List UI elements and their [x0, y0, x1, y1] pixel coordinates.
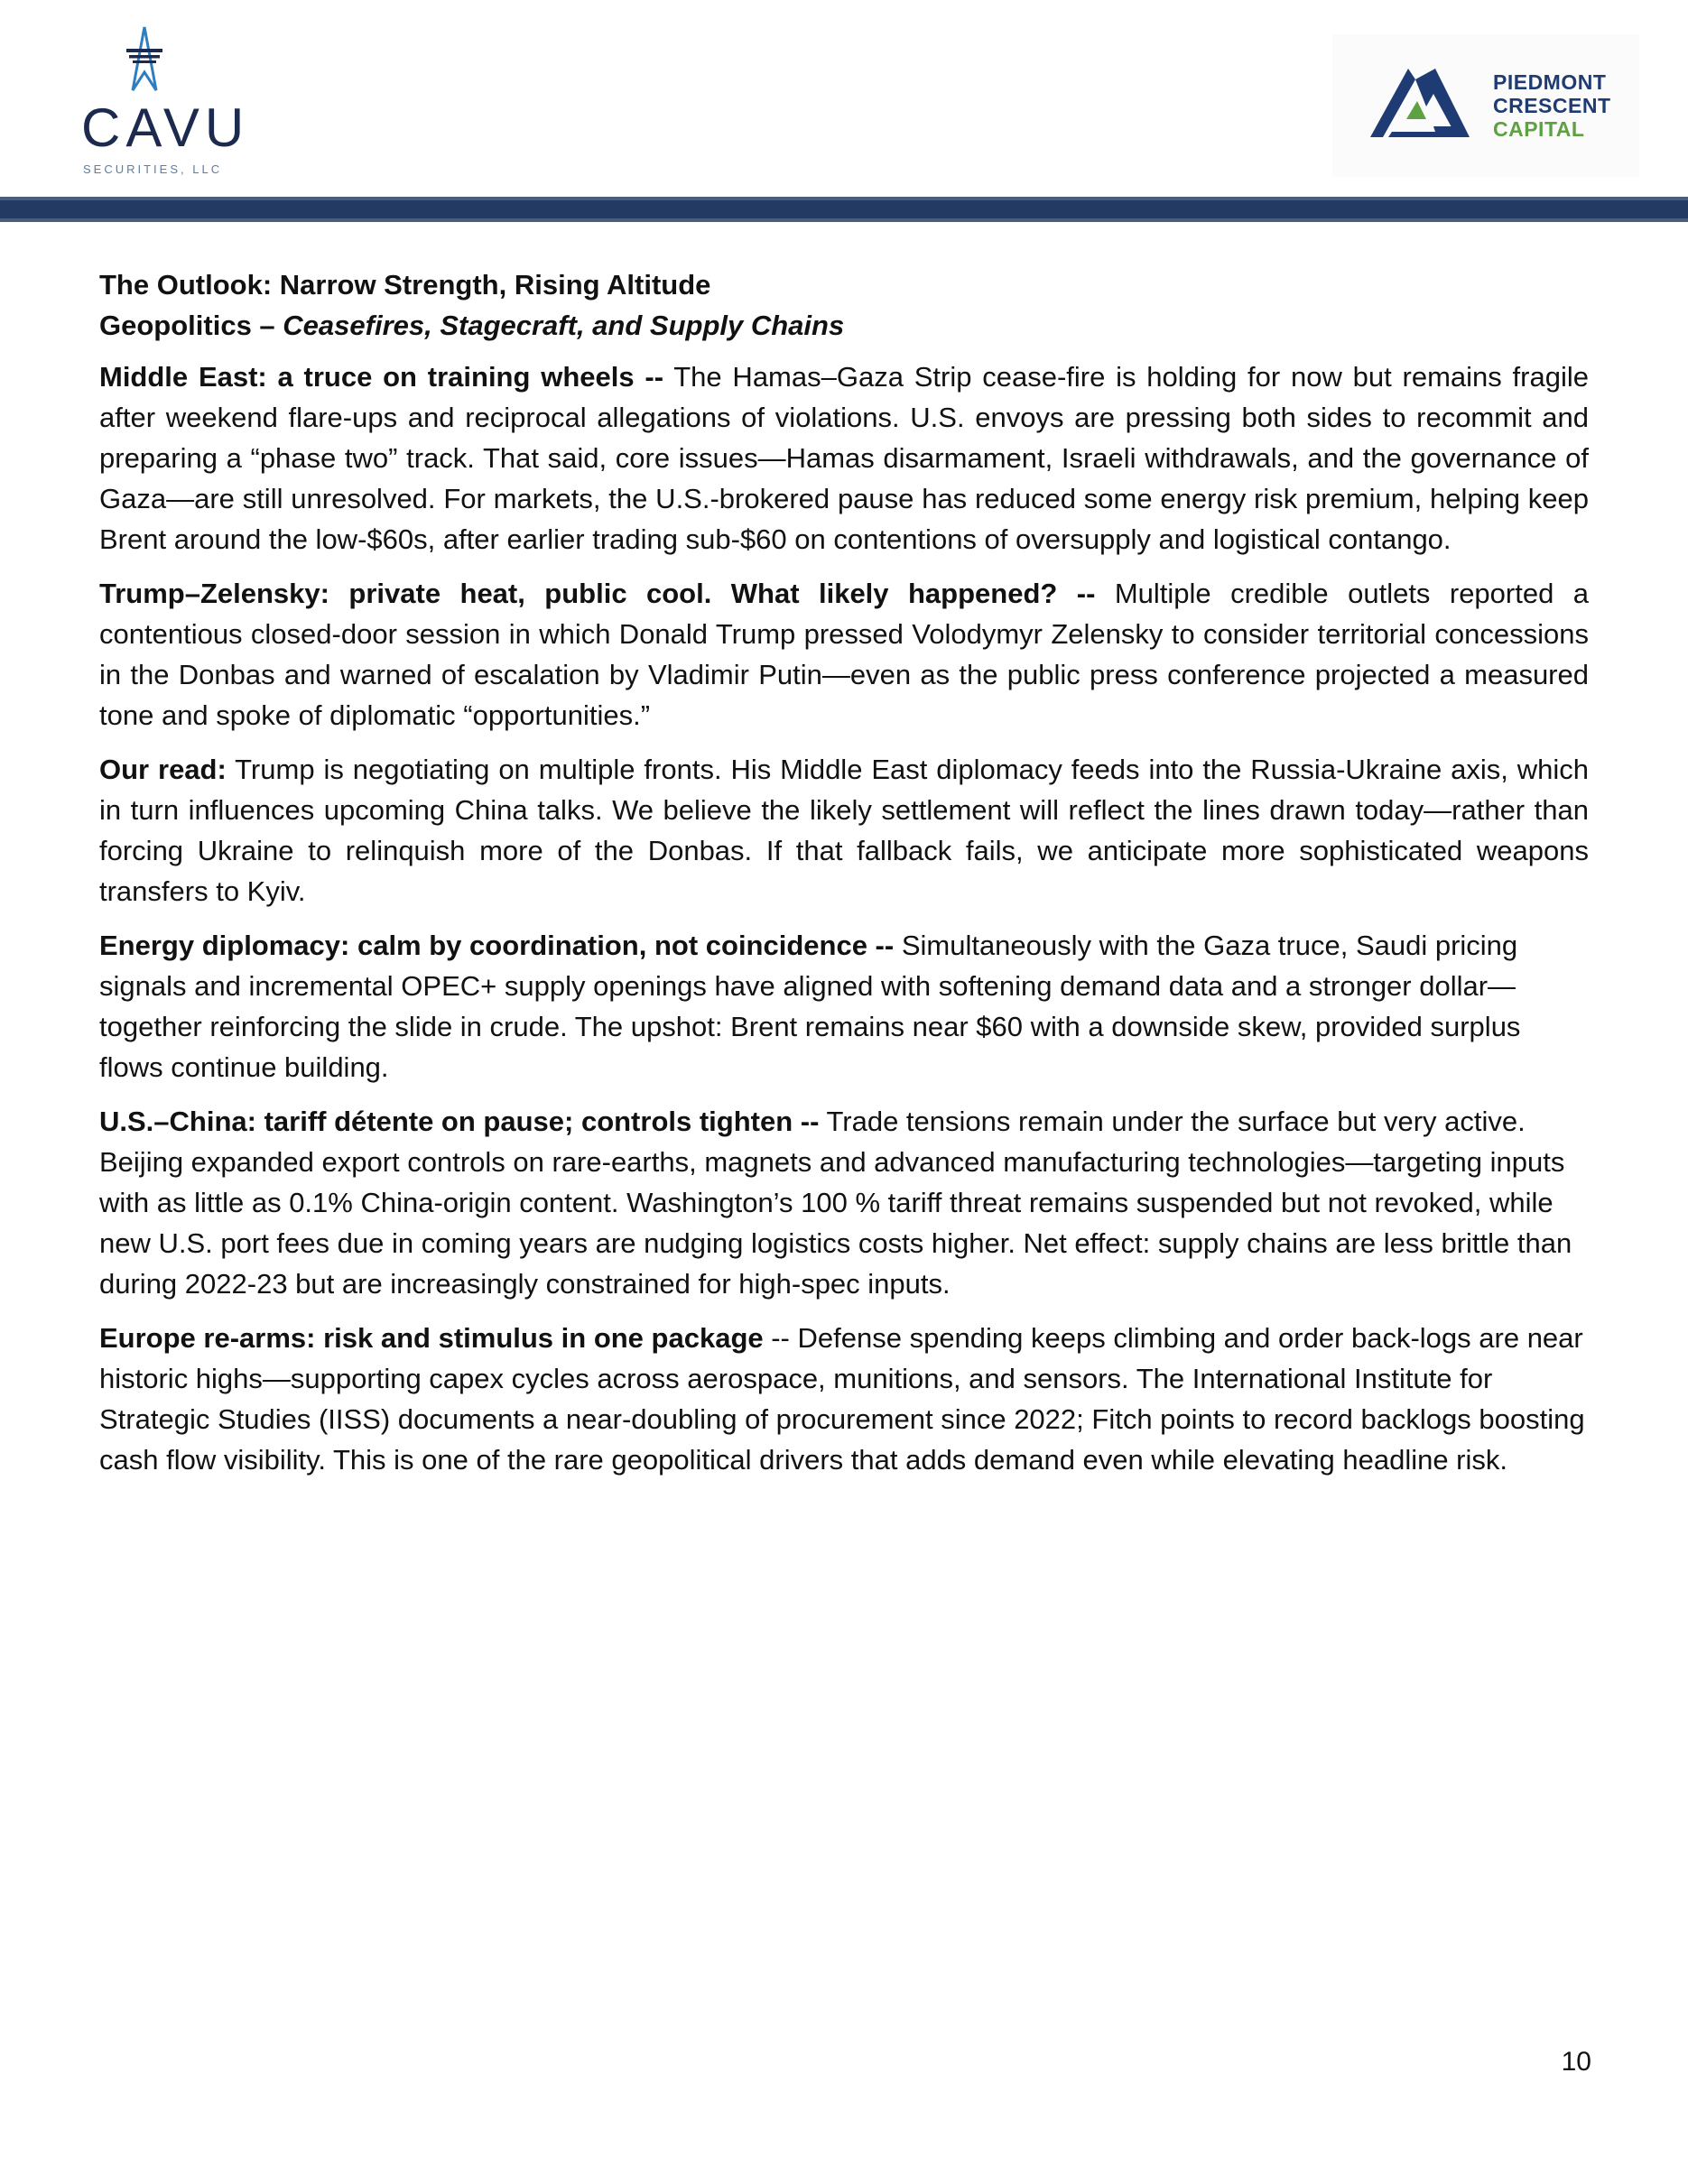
section-subtitle [99, 305, 1589, 346]
pcc-wordmark [1493, 70, 1611, 141]
page-number: 10 [1561, 2047, 1591, 2077]
cavu-wordmark: CAVU [81, 97, 250, 158]
paragraph-our-read [99, 749, 1589, 912]
cavu-subtitle: SECURITIES, LLC [83, 162, 223, 176]
paragraph-body: Multiple credible outlets reported a contentious closed-door session in which Donald Trump pressed Volodymyr Zelensky to consider territorial concessions in the Donbas and warned of escalation by Vladimir Putin—even as the public press conference projected a measured tone and spoke of diplomatic “opportunities.” [99, 578, 1590, 731]
star-icon [113, 25, 176, 97]
subtitle-prefix: Geopolitics – [99, 310, 283, 341]
paragraph-body: -- Defense spending keeps climbing and order back-logs are near historic highs—supporting capex cycles across aerospace, munitions, and sensors. The International Institute for Strategic Studies (IISS) documents a near-doubling of procurement since 2022; Fitch points to record backlogs boosting cash flow visibility. This is one of the rare geopolitical drivers that adds demand even while elevating headline risk. [99, 1322, 1585, 1476]
paragraph-lead: Europe re-arms: risk and stimulus in one package [99, 1322, 764, 1354]
paragraph-lead: Trump–Zelensky: private heat, public cool. What likely happened? -- [99, 578, 1096, 609]
paragraph-us-china [99, 1101, 1589, 1304]
paragraph-body: The Hamas–Gaza Strip cease-fire is holding for now but remains fragile after weekend flare-ups and reciprocal allegations of violations. U.S. envoys are pressing both sides to recommit and preparing a “phase two” track. That said, core issues—Hamas disarmament, Israeli withdrawals, and the governance of Gaza—are still unresolved. For markets, the U.S.-brokered pause has reduced some energy risk premium, helping keep Brent around the low-$60s, after earlier trading sub-$60 on contentions of oversupply and logistical contango. [99, 361, 1589, 555]
header-divider-band [0, 197, 1688, 222]
paragraph-body: Simultaneously with the Gaza truce, Saudi pricing signals and incremental OPEC+ supply openings have aligned with softening demand data and a stronger dollar—together reinforcing the slide in crude. The upshot: Brent remains near $60 with a downside skew, provided surplus flows continue building. [99, 930, 1521, 1083]
paragraph-body: Trump is negotiating on multiple fronts. His Middle East diplomacy feeds into the Russia-Ukraine axis, which in turn influences upcoming China talks. We believe the likely settlement will reflect the lines drawn today—rather than forcing Ukraine to relinquish more of the Donbas. If that fallback fails, we anticipate more sophisticated weapons transfers to Kyiv. [99, 754, 1589, 907]
pcc-line-1: PIEDMONT [1493, 70, 1607, 94]
paragraph-body: Trade tensions remain under the surface but very active. Beijing expanded export controls on rare-earths, magnets and advanced manufacturing technologies—targeting inputs with as little as 0.1% China-origin content. Washington’s 100 % tariff threat remains suspended but not revoked, while new U.S. port fees due in coming years are nudging logistics costs higher. Net effect: supply chains are less brittle than during 2022-23 but are increasingly constrained for high-spec inputs. [99, 1106, 1572, 1300]
mountain-icon [1370, 67, 1474, 139]
paragraph-energy-diplomacy [99, 925, 1589, 1087]
pcc-line-3: CAPITAL [1493, 117, 1585, 141]
paragraph-lead: Middle East: a truce on training wheels -- [99, 361, 664, 393]
paragraph-lead: Our read: [99, 754, 227, 785]
paragraph-trump-zelensky [99, 573, 1589, 736]
paragraph-lead: U.S.–China: tariff détente on pause; controls tighten -- [99, 1106, 820, 1137]
document-body [99, 264, 1589, 1494]
paragraph-lead: Energy diplomacy: calm by coordination, not coincidence -- [99, 930, 895, 961]
paragraph-middle-east [99, 356, 1589, 560]
subtitle-italic: Ceasefires, Stagecraft, and Supply Chains [283, 310, 845, 341]
paragraph-europe-rearms [99, 1318, 1589, 1480]
piedmont-crescent-capital-logo [1332, 34, 1639, 177]
page-title: The Outlook: Narrow Strength, Rising Altitude [99, 269, 711, 301]
cavu-securities-logo [45, 18, 250, 176]
pcc-line-2: CRESCENT [1493, 94, 1611, 117]
